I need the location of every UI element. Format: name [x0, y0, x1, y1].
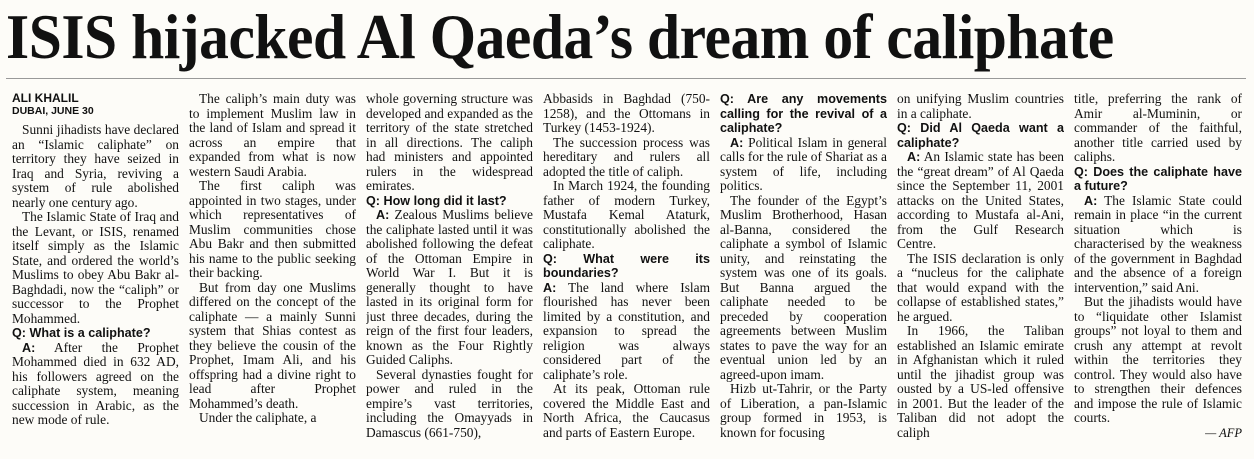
answer-paragraph [1074, 194, 1242, 296]
question-heading: Q: What were its boundaries? [543, 251, 710, 280]
answer-text: An Islamic state has been the “great dream” of Al Qaeda since the September 11, 2001 attacks on the United States, according to Mustafa al-Ani, from the Gulf Research Centre. [897, 149, 1064, 251]
paragraph: The founder of the Egypt’s Muslim Brotherhood, Hasan al-Banna, considered the caliphate a symbol of Islamic unity, and reinstating the system was one of its goals. But Banna argued the caliphate needed to be preceded by cooperation agreements between Muslim states to pave the way for an eventual union led by an agreed-upon imam. [720, 192, 887, 382]
paragraph: The caliph’s main duty was to implement Muslim law in the land of Islam and spread it across an empire that expanded from what is now western Saudi Arabia. [189, 92, 356, 179]
paragraph: But the jihadists would have to “liquidate other Islamist groups” not loyal to them and crush any attempt at revolt within the territories they control. They would also have to strengthen their defences and impose the rule of Islamic courts. [1074, 294, 1242, 425]
answer-label: A: [730, 135, 744, 150]
paragraph: The succession process was hereditary and rulers all adopted the title of caliph. [543, 134, 710, 179]
paragraph: title, preferring the rank of Amir al-Muminin, or commander of the faithful, another title carried used by caliphs. [1074, 92, 1242, 164]
question-heading: Q: How long did it last? [366, 193, 507, 208]
article-column-5 [720, 92, 887, 452]
paragraph: Abbasids in Baghdad (750-1258), and the Ottomans in Turkey (1453-1924). [543, 92, 710, 135]
question-heading: Q: Did Al Qaeda want a caliphate? [897, 121, 1064, 150]
paragraph: Hizb ut-Tahrir, or the Party of Liberation, a pan-Islamic group formed in 1953, is known for focusing [720, 381, 887, 440]
answer-text: After the Prophet Mohammed died in 632 AD, his followers agreed on the caliphate system, meaning succession in Arabic, as the new mode of rule. [12, 339, 179, 427]
answer-label: A: [376, 208, 390, 222]
article-column-3 [366, 92, 533, 452]
dateline: DUBAI, JUNE 30 [12, 105, 94, 117]
paragraph: on unifying Muslim countries in a caliphate. [897, 92, 1064, 121]
paragraph: At its peak, Ottoman rule covered the Middle East and North Africa, the Caucasus and parts of Eastern Europe. [543, 381, 710, 440]
answer-label: A: [907, 150, 921, 164]
article-column-2 [189, 92, 356, 452]
headline-rule [6, 78, 1246, 79]
paragraph: The Islamic State of Iraq and the Levant, or ISIS, renamed itself simply as the Islamic State, and ordered the world’s Muslims to obey Abu Bakr al-Baghdadi, now the “caliph” or successor to the Prophet Mohammed. [12, 209, 179, 326]
question-heading: Q: Are any movements calling for the revival of a caliphate? [720, 92, 887, 135]
answer-paragraph [12, 341, 179, 428]
article-column-4 [543, 92, 710, 452]
question-heading: Q: What is a caliphate? [12, 326, 151, 340]
answer-text: Political Islam in general calls for the rule of Shariat as a system of life, including politics. [720, 134, 887, 193]
answer-label: A: [1084, 193, 1098, 208]
answer-paragraph [897, 150, 1064, 252]
answer-text: The land where Islam flourished has never been limited by a constitution, and expansion to spread the religion was always considered part of the caliphate’s role. [543, 279, 710, 382]
paragraph: The ISIS declaration is only a “nucleus for the caliphate that would expand with the collapse of established states,” he argued. [897, 250, 1064, 324]
article-column-7 [1074, 92, 1242, 452]
paragraph: whole governing structure was developed and expanded as the territory of the state stretched in all directions. The caliph had ministers and appointed rulers in the widespread emirates. [366, 92, 533, 193]
headline: ISIS hijacked Al Qaeda’s dream of caliphate [6, 1, 1114, 72]
paragraph: The first caliph was appointed in two stages, under which representatives of Muslim communities chose Abu Bakr and then submitted his name to the public seeking their backing. [189, 178, 356, 280]
answer-paragraph [720, 136, 887, 194]
question-heading: Q: Does the caliphate have a future? [1074, 164, 1242, 193]
answer-text: Zealous Muslims believe the caliphate lasted until it was abolished following the defeat of the Ottoman Empire in World War I. But it is generally thought to have lasted in its original form for just three decades, during the reign of the first four leaders, known as the Four Rightly Guided Caliphs. [366, 207, 533, 367]
paragraph: In 1966, the Taliban established an Islamic emirate in Afghanistan which it ruled until the jihadist group was ousted by a US-led offensive in 2001. But the leader of the Taliban did not adopt the caliph [897, 323, 1064, 440]
paragraph: Sunni jihadists have declared an “Islamic caliphate” on territory they have seized in Iraq and Syria, reviving a system of rule abolished nearly one century ago. [12, 122, 179, 210]
answer-paragraph [366, 208, 533, 368]
paragraph: Several dynasties fought for power and ruled in the empire’s vast territories, including the Omayyads in Damascus (661-750), [366, 366, 533, 440]
paragraph: Under the caliphate, a [199, 410, 317, 425]
answer-label: A: [22, 340, 36, 355]
agency-credit: — AFP [1205, 425, 1242, 440]
byline: ALI KHALIL [12, 92, 79, 105]
paragraph: In March 1924, the founding father of modern Turkey, Mustafa Kemal Ataturk, constitutionally abolished the caliphate. [543, 178, 710, 251]
answer-text: The Islamic State could remain in place “in the current situation which is characterised by the weakness of the government in Baghdad and the absence of a foreign intervention,” said Ani. [1074, 192, 1242, 295]
paragraph: But from day one Muslims differed on the concept of the caliphate — a mainly Sunni system that Shias contest as they believe the cousin of the Prophet, Imam Ali, and his offspring had a divine right to lead after Prophet Mohammed’s death. [189, 279, 356, 411]
answer-label: A: [543, 280, 557, 295]
article-column-1 [12, 92, 179, 452]
answer-paragraph [543, 281, 710, 383]
article-column-6 [897, 92, 1064, 452]
